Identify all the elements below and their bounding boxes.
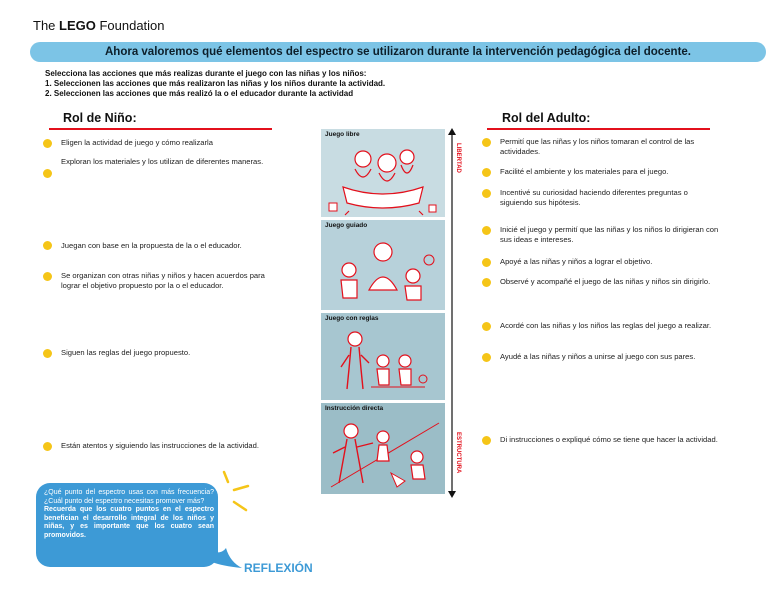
guided-play-illustration <box>321 220 445 310</box>
panel-direct-instruction <box>321 403 445 494</box>
instructions <box>45 69 385 99</box>
structure-label: ESTRUCTURA <box>455 432 461 474</box>
child-role-title: Rol de Niño: <box>63 111 137 125</box>
instruction-line: Selecciona las acciones que más realizas durante el juego con las niñas y los niños: <box>45 69 367 78</box>
adult-item: Incentivé su curiosidad haciendo diferentes preguntas o siguiendo sus hipótesis. <box>500 188 688 207</box>
reflection-reminder: Recuerda que los cuatro puntos en el espectro benefician el desarrollo integral de los niños y niñas, y es importante que los cuatro sean promovidos. <box>44 506 214 539</box>
checkbox-dot[interactable] <box>43 139 52 148</box>
child-item: Siguen las reglas del juego propuesto. <box>61 348 191 357</box>
adult-role-title: Rol del Adulto: <box>502 111 591 125</box>
adult-item: Facilité el ambiente y los materiales para el juego. <box>500 167 669 176</box>
reflection-label: REFLEXIÓN <box>244 561 313 575</box>
highlight-rays-icon <box>220 470 254 514</box>
freedom-label: LIBERTAD <box>455 143 461 173</box>
child-item: Se organizan con otras niñas y niños y hacen acuerdos para lograr el objetivo propuesto por la o el educador. <box>61 271 265 290</box>
checkbox-dot[interactable] <box>482 138 491 147</box>
adult-item: Permití que las niñas y los niños tomaran el control de las actividades. <box>500 137 695 156</box>
adult-item: Di instrucciones o expliqué cómo se tiene que hacer la actividad. <box>500 435 718 444</box>
child-role-underline <box>49 128 272 130</box>
child-item: Están atentos y siguiendo las instrucciones de la actividad. <box>61 441 259 450</box>
checkbox-dot[interactable] <box>482 436 491 445</box>
instruction-line: 1. Seleccionen las acciones que más realizaron las niñas y los niños durante la actividad. <box>45 79 386 88</box>
bubble-tail <box>212 548 242 570</box>
checkbox-dot[interactable] <box>43 272 52 281</box>
adult-item: Acordé con las niñas y los niños las reglas del juego a realizar. <box>500 321 712 330</box>
logo-prefix: The <box>33 18 60 33</box>
checkbox-dot[interactable] <box>482 322 491 331</box>
reflection-bubble <box>36 483 218 567</box>
checkbox-dot[interactable] <box>482 278 491 287</box>
adult-item: Ayudé a las niñas y niños a unirse al juego con sus pares. <box>500 352 696 361</box>
adult-item: Inicié el juego y permití que las niñas y los niños lo dirigieran con sus ideas e intereses. <box>500 225 719 244</box>
logo-suffix: Foundation <box>95 18 165 33</box>
child-item: Eligen la actividad de juego y cómo realizarla <box>61 138 213 147</box>
checkbox-dot[interactable] <box>43 442 52 451</box>
rules-play-illustration <box>321 313 445 400</box>
logo-brand: LEGO <box>59 18 96 33</box>
panel-label: Instrucción directa <box>325 405 384 412</box>
panel-label: Juego guiado <box>325 222 368 229</box>
checkbox-dot[interactable] <box>482 226 491 235</box>
checkbox-dot[interactable] <box>482 258 491 267</box>
panel-rules-play <box>321 313 445 400</box>
lego-foundation-logo <box>33 18 165 33</box>
child-item: Exploran los materiales y los utilizan de diferentes maneras. <box>61 157 264 166</box>
adult-item: Apoyé a las niñas y niños a lograr el objetivo. <box>500 257 653 266</box>
checkbox-dot[interactable] <box>43 241 52 250</box>
reflection-question: ¿Qué punto del espectro usas con más frecuencia? ¿Cuál punto del espectro necesitas promover más? <box>44 489 214 505</box>
direct-instruction-illustration <box>321 403 445 494</box>
adult-role-underline <box>487 128 710 130</box>
panel-label: Juego libre <box>325 131 360 138</box>
child-item: Juegan con base en la propuesta de la o el educador. <box>61 241 242 250</box>
children-in-tub-illustration <box>321 129 445 217</box>
panel-label: Juego con reglas <box>325 315 379 322</box>
adult-item: Observé y acompañé el juego de las niñas y niños sin dirigirlo. <box>500 277 711 286</box>
checkbox-dot[interactable] <box>482 168 491 177</box>
panel-guided-play <box>321 220 445 310</box>
checkbox-dot[interactable] <box>43 349 52 358</box>
instruction-line: 2. Seleccionen las acciones que más realizó la o el educador durante la actividad <box>45 89 354 98</box>
checkbox-dot[interactable] <box>482 353 491 362</box>
header-banner: Ahora valoremos qué elementos del espectro se utilizaron durante la intervención pedagógica del docente. <box>30 42 766 62</box>
panel-free-play <box>321 129 445 217</box>
checkbox-dot[interactable] <box>482 189 491 198</box>
checkbox-dot[interactable] <box>43 169 52 178</box>
